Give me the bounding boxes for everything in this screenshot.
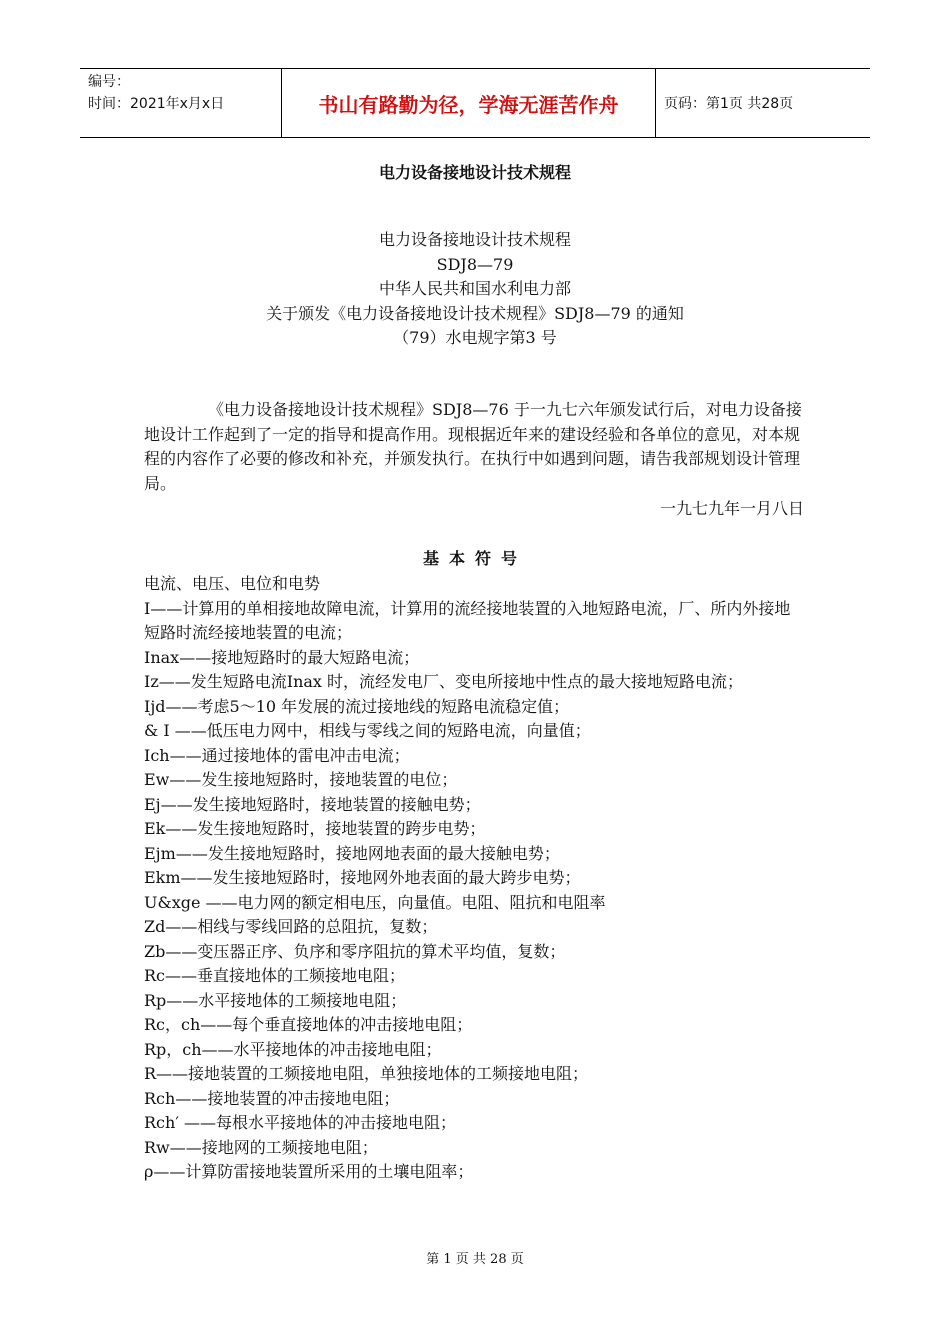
symbol-line: Iz——发生短路电流Inax 时，流经发电厂、变电所接地中性点的最大接地短路电流； xyxy=(144,672,744,691)
number-label: 编号： xyxy=(88,74,130,90)
notice-header-block xyxy=(0,228,950,351)
symbol-line: Ek——发生接地短路时，接地装置的跨步电势； xyxy=(144,819,486,838)
symbol-line: Rw——接地网的工频接地电阻； xyxy=(144,1137,378,1157)
symbol-line: Ekm——发生接地短路时，接地网外地表面的最大跨步电势； xyxy=(144,868,581,887)
symbol-line: Zd——相线与零线回路的总阻抗，复数； xyxy=(144,917,438,936)
symbol-line: Ejm——发生接地短路时，接地网地表面的最大接触电势； xyxy=(144,843,560,863)
header-page-info: 页码：第1页 共28页 xyxy=(664,96,794,112)
symbol-line: R——接地装置的工频接地电阻，单独接地体的工频接地电阻； xyxy=(144,1064,589,1083)
notice-date: 一九七九年一月八日 xyxy=(659,499,804,518)
symbol-line: Rch′ ——每根水平接地体的冲击接地电阻； xyxy=(144,1113,457,1132)
center-line: （79）水电规字第3 号 xyxy=(393,328,557,347)
symbol-line: I——计算用的单相接地故障电流，计算用的流经接地装置的入地短路电流，厂、所内外接地短路时流经接地装置的电流； xyxy=(144,598,791,642)
time-label: 时间：2021年x月x日 xyxy=(88,96,225,112)
symbol-line: ρ——计算防雷接地装置所采用的土壤电阻率； xyxy=(144,1162,474,1181)
symbol-line: Ew——发生接地短路时，接地装置的电位； xyxy=(144,770,458,789)
header-meta xyxy=(80,69,281,137)
symbol-line: Rp——水平接地体的工频接地电阻； xyxy=(144,990,407,1010)
center-line: SDJ8—79 xyxy=(436,254,514,274)
center-line: 电力设备接地设计技术规程 xyxy=(378,230,571,249)
symbol-line: Inax——接地短路时的最大短路电流； xyxy=(144,647,420,667)
center-line: 中华人民共和国水利电力部 xyxy=(378,279,571,298)
header-motto: 书山有路勤为径，学海无涯苦作舟 xyxy=(281,69,656,137)
symbol-line: Ijd——考虑5～10 年发展的流过接地线的短路电流稳定值； xyxy=(144,696,570,716)
symbol-list xyxy=(144,572,804,1185)
document-title: 电力设备接地设计技术规程 xyxy=(378,163,571,182)
symbol-line: Ich——通过接地体的雷电冲击电流； xyxy=(144,745,410,765)
notice-paragraph: 《电力设备接地设计技术规程》SDJ8—76 于一九七六年颁发试行后，对电力设备接地设计工作起到了一定的指导和提高作用。现根据近年来的建设经验和各单位的意见，对本规程的内容作了必要的修改和补充，并颁发执行。在执行中如遇到问题，请告我部规划设计管理局。 xyxy=(144,400,802,493)
symbol-line: Rc——垂直接地体的工频接地电阻； xyxy=(144,966,406,985)
symbol-line: U&xge ——电力网的额定相电压，向量值。电阻、阻抗和电阻率 xyxy=(144,892,606,912)
symbol-line: Zb——变压器正序、负序和零序阻抗的算术平均值，复数； xyxy=(144,941,566,961)
notice-body xyxy=(144,398,814,496)
symbol-line: Ej——发生接地短路时，接地装置的接触电势； xyxy=(144,794,481,814)
symbol-line: & I ——低压电力网中，相线与零线之间的短路电流，向量值； xyxy=(144,721,591,740)
section-heading: 基本符号 xyxy=(422,549,527,568)
symbol-line: Rp，ch——水平接地体的冲击接地电阻； xyxy=(144,1039,442,1059)
page-footer: 第 1 页 共 28 页 xyxy=(426,1252,524,1267)
symbol-line: Rc，ch——每个垂直接地体的冲击接地电阻； xyxy=(144,1015,473,1034)
symbol-line: 电流、电压、电位和电势 xyxy=(144,574,321,593)
symbol-line: Rch——接地装置的冲击接地电阻； xyxy=(144,1088,400,1108)
center-line: 关于颁发《电力设备接地设计技术规程》SDJ8—79 的通知 xyxy=(266,303,684,323)
header-table xyxy=(80,68,870,138)
